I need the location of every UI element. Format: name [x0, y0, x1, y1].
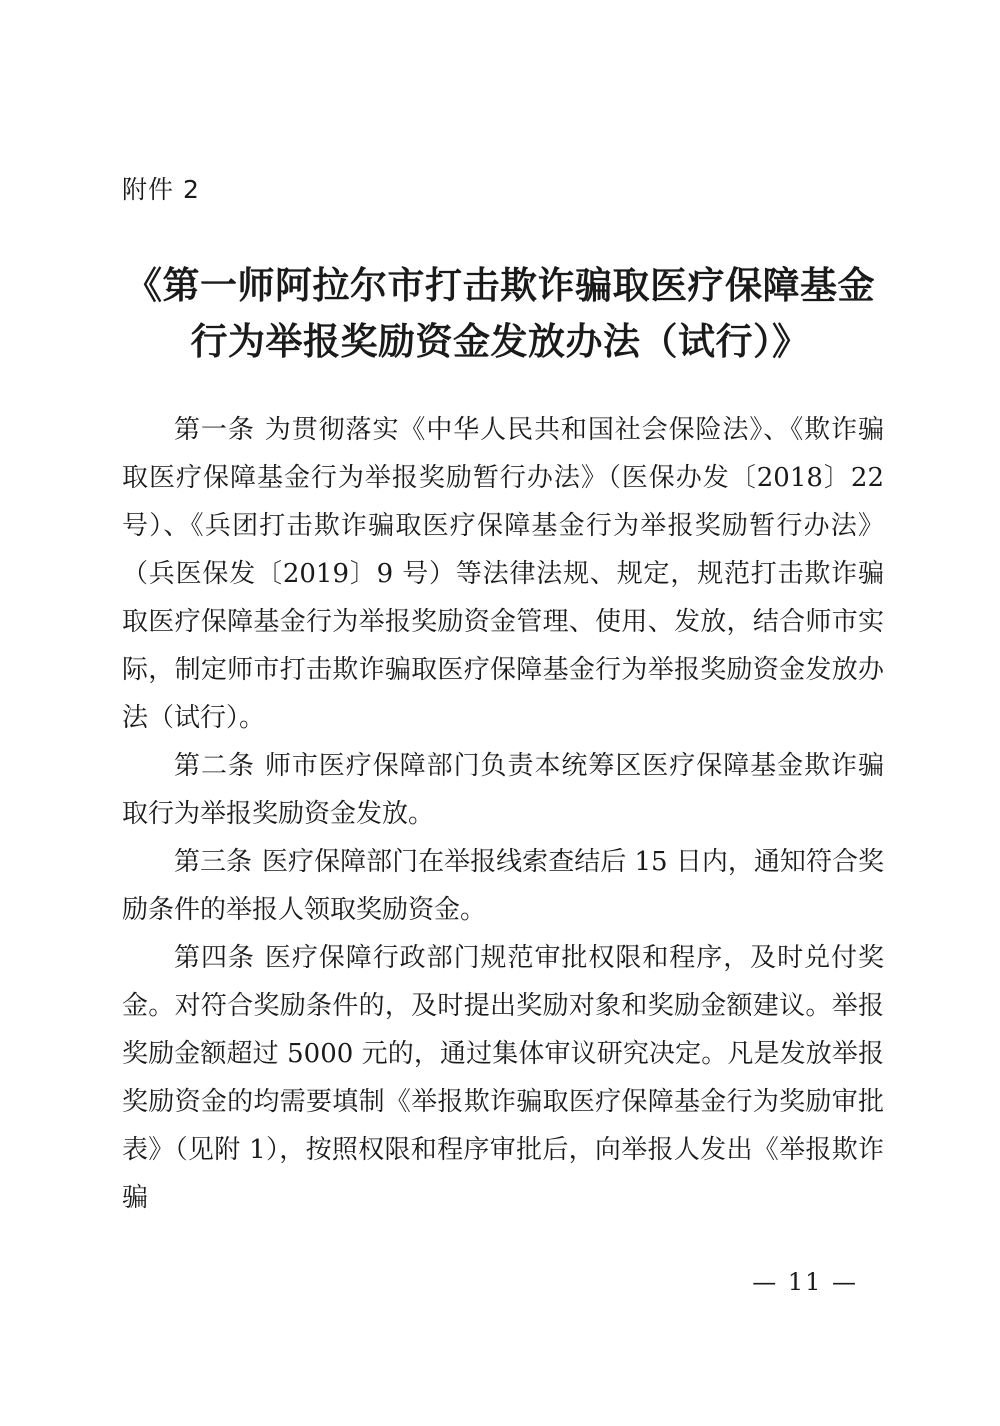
document-title-line-2: 行为举报奖励资金发放办法（试行）》 [190, 320, 810, 363]
article-label: 第三条 [174, 847, 253, 877]
article-text: 为贯彻落实《中华人民共和国社会保险法》、《欺诈骗取医疗保障基金行为举报奖励暂行办法》（医保办发〔2018〕22 号）、《兵团打击欺诈骗取医疗保障基金行为举报奖励暂行办法》（兵医保发〔2019〕9 号）等法律法规、规定，规范打击欺诈骗取医疗保障基金行为举报奖励资金管理、使用、发放，结合师市实际，制定师市打击欺诈骗取医疗保障基金行为举报奖励资金发放办法（试行）。 [122, 415, 884, 733]
article-text: 医疗保障部门在举报线索查结后 15 日内，通知符合奖励条件的举报人领取奖励资金。 [122, 847, 884, 925]
article-3 [122, 838, 884, 934]
document-title [100, 258, 900, 370]
article-label: 第二条 [174, 751, 255, 781]
attachment-label: 附件 2 [122, 175, 200, 204]
article-2 [122, 742, 884, 838]
article-1 [122, 406, 884, 742]
article-label: 第四条 [174, 943, 255, 973]
page-number: — 11 — [752, 1268, 858, 1296]
article-text: 师市医疗保障部门负责本统筹区医疗保障基金欺诈骗取行为举报奖励资金发放。 [122, 751, 884, 829]
article-label: 第一条 [174, 415, 255, 445]
document-title-line-1: 《第一师阿拉尔市打击欺诈骗取医疗保障基金 [125, 264, 875, 307]
article-text: 医疗保障行政部门规范审批权限和程序，及时兑付奖金。对符合奖励条件的，及时提出奖励对象和奖励金额建议。举报奖励金额超过 5000 元的，通过集体审议研究决定。凡是发放举报奖励资金的均需要填制《举报欺诈骗取医疗保障基金行为奖励审批表》（见附 1），按照权限和程序审批后，向举报人发出《举报欺诈骗 [122, 943, 884, 1213]
document-body [122, 406, 884, 1222]
article-4 [122, 934, 884, 1222]
